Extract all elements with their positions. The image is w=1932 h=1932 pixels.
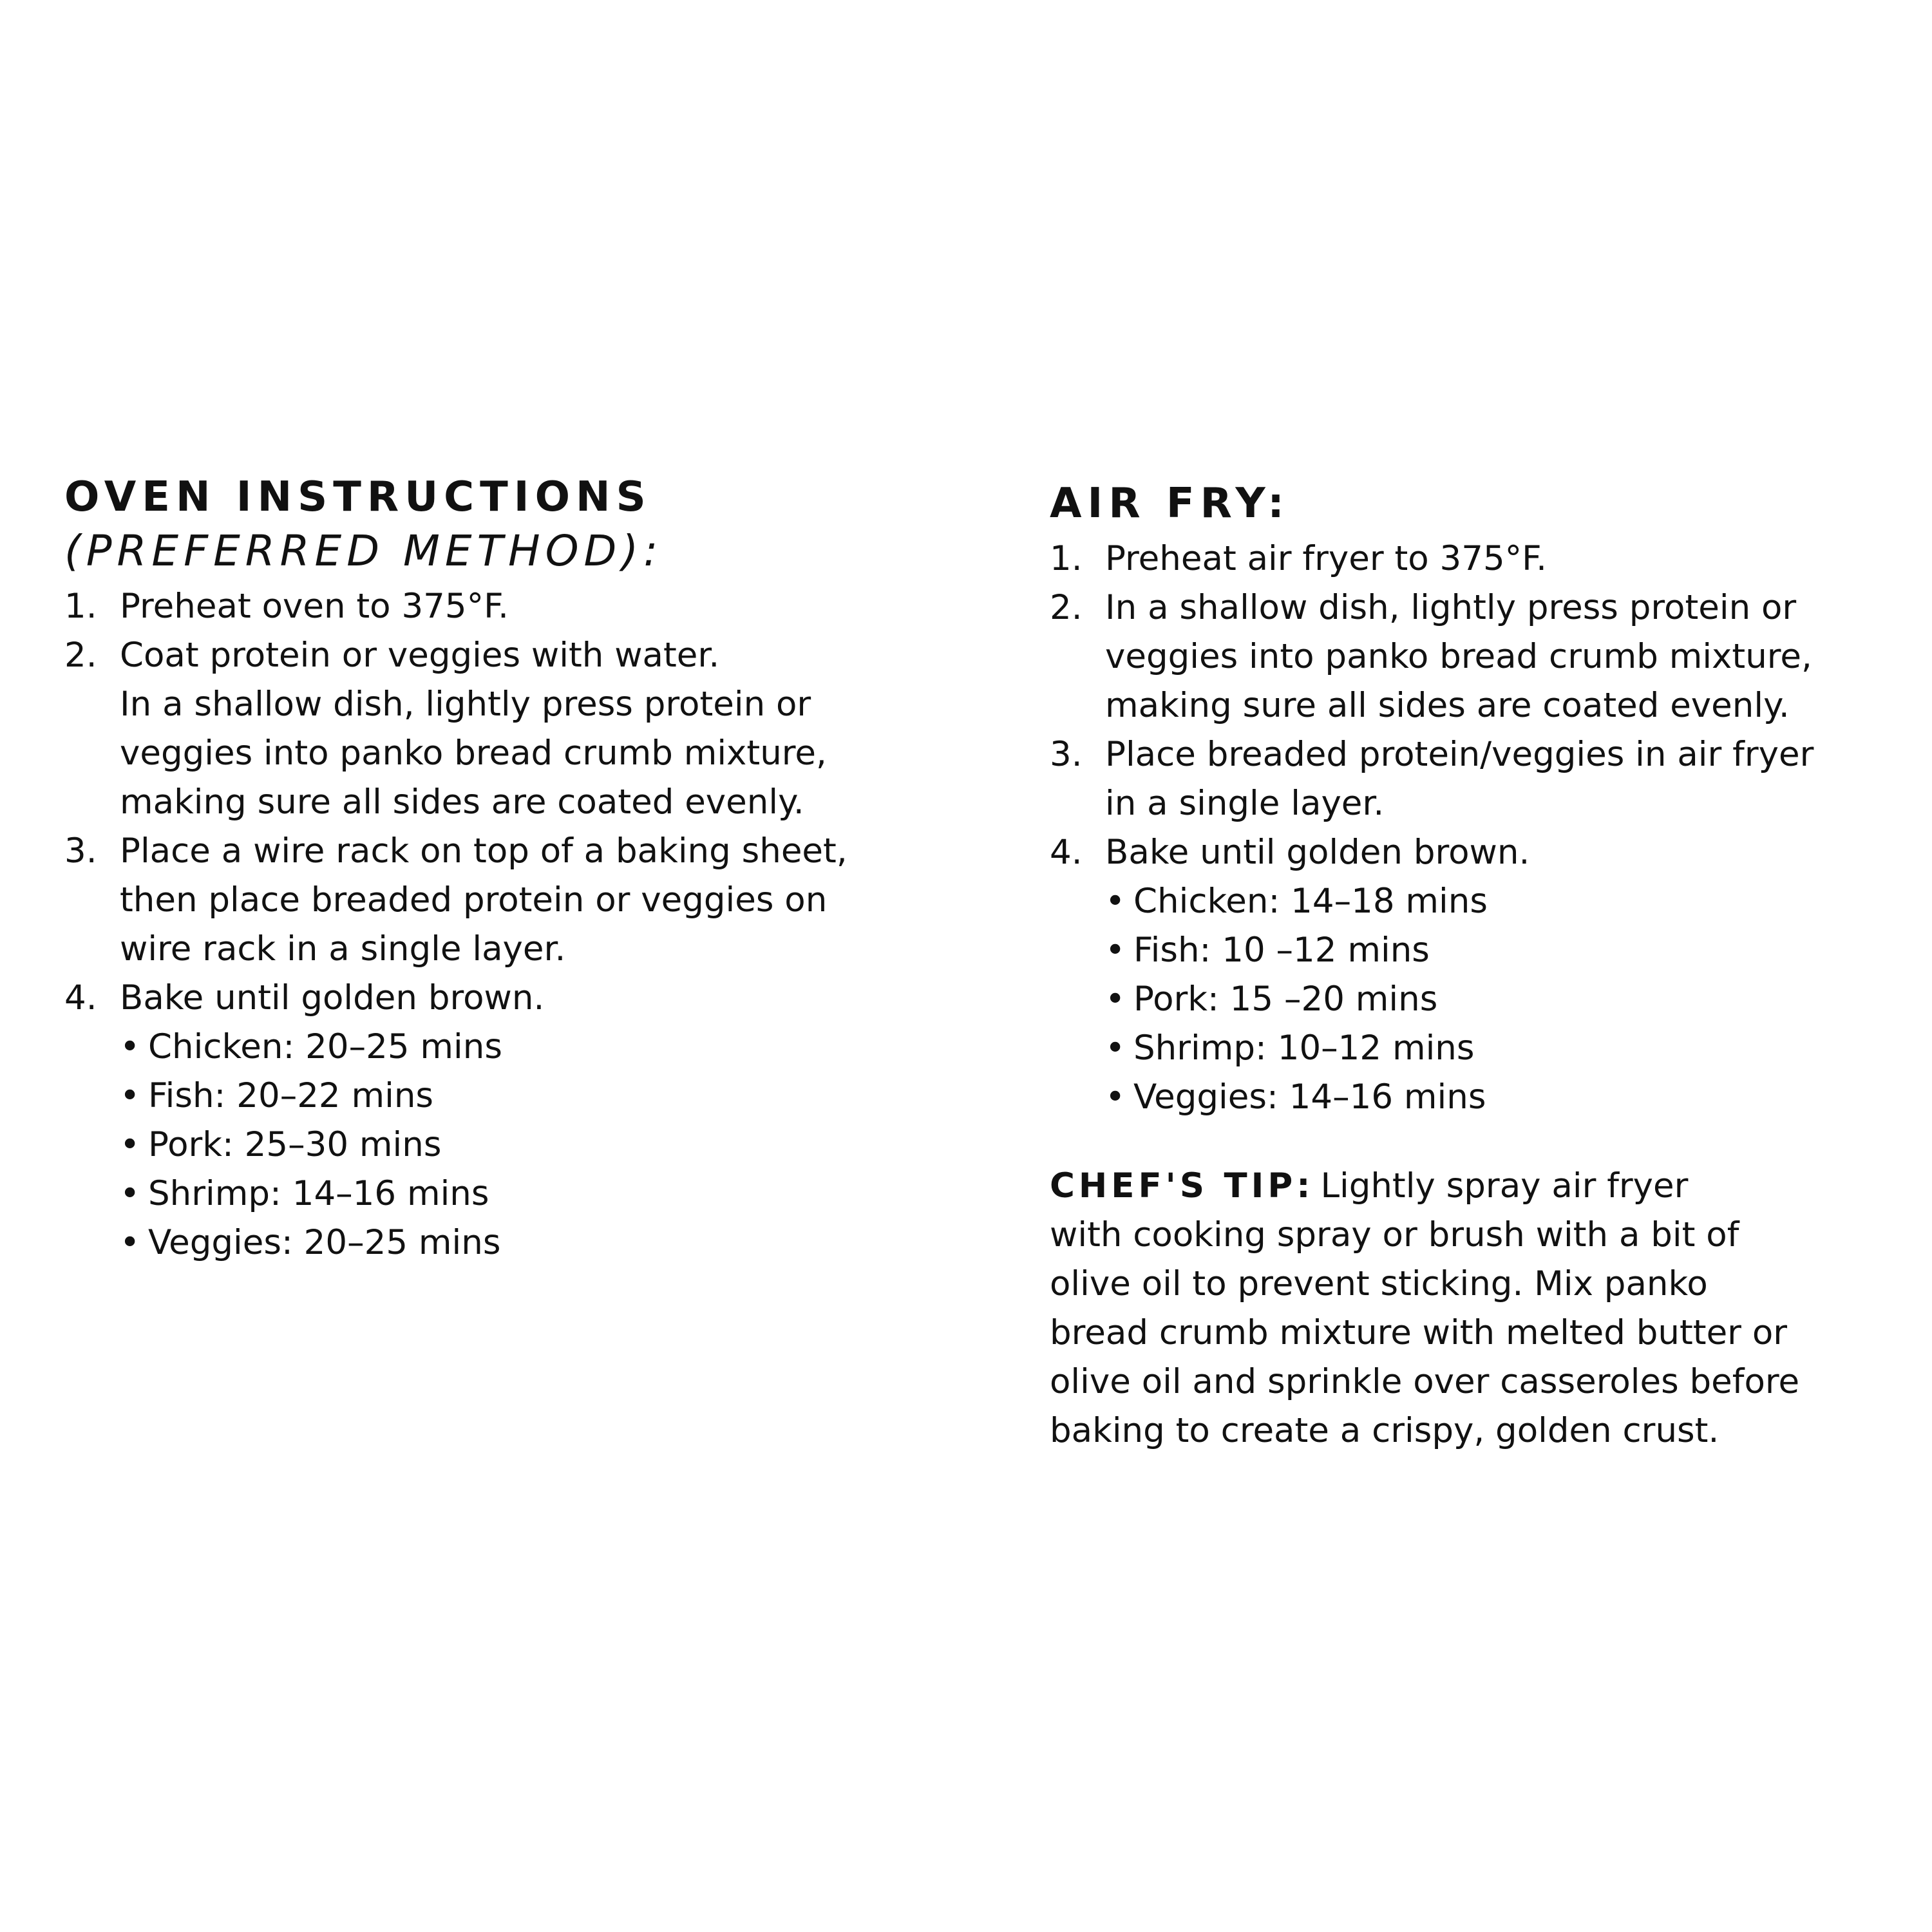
step-text: Bake until golden brown.: [1105, 833, 1530, 872]
step-number: 1.: [64, 587, 97, 626]
cook-time-item: [1105, 926, 1913, 975]
chefs-tip-text: with cooking spray or brush with a bit of: [1050, 1215, 1739, 1255]
cook-time-text: Shrimp: 10–12 mins: [1133, 1028, 1475, 1068]
step-text: Place breaded protein/veggies in air fryer: [1105, 735, 1814, 774]
oven-cook-times-list: [120, 1023, 966, 1267]
bullet-icon: •: [120, 1125, 140, 1164]
air-fry-step: [1050, 730, 1913, 828]
cook-time-text: Chicken: 14–18 mins: [1133, 882, 1488, 921]
step-number: 2.: [64, 636, 97, 675]
chefs-tip-text: baking to create a crispy, golden crust.: [1050, 1411, 1719, 1450]
step-text: wire rack in a single layer.: [120, 929, 566, 969]
air-fry-steps-list: [1050, 535, 1913, 1122]
step-text: Preheat air fryer to 375°F.: [1105, 539, 1547, 578]
oven-heading: OVEN INSTRUCTIONS: [64, 473, 652, 521]
cook-time-item: [120, 1121, 966, 1170]
cook-time-text: Shrimp: 14–16 mins: [148, 1174, 489, 1213]
step-text: then place breaded protein or veggies on: [120, 880, 828, 920]
bullet-icon: •: [1105, 1077, 1126, 1117]
chefs-tip-text: bread crumb mixture with melted butter or: [1050, 1313, 1788, 1352]
step-text: making sure all sides are coated evenly.: [120, 782, 804, 822]
cook-time-text: Chicken: 20–25 mins: [148, 1027, 502, 1066]
cook-time-text: Fish: 10 –12 mins: [1133, 931, 1430, 970]
step-number: 4.: [1050, 833, 1083, 872]
cook-time-item: [1105, 1073, 1913, 1122]
cook-time-item: [120, 1023, 966, 1072]
chefs-tip-text: Lightly spray air fryer: [1320, 1166, 1689, 1206]
step-number: 3.: [64, 831, 97, 871]
step-text: In a shallow dish, lightly press protein or: [1105, 588, 1797, 627]
cook-time-text: Pork: 25–30 mins: [148, 1125, 442, 1164]
cook-time-item: [120, 1218, 966, 1267]
step-text: Coat protein or veggies with water.: [120, 636, 720, 675]
oven-step: [64, 631, 966, 827]
step-number: 3.: [1050, 735, 1083, 774]
oven-step: [64, 974, 966, 1267]
cook-time-item: [1105, 1024, 1913, 1073]
chefs-tip: [1050, 1162, 1913, 1455]
bullet-icon: •: [1105, 882, 1126, 921]
oven-step: [64, 582, 966, 631]
chefs-tip-text: olive oil to prevent sticking. Mix panko: [1050, 1264, 1708, 1303]
oven-steps-list: [64, 582, 966, 1267]
cook-time-text: Fish: 20–22 mins: [148, 1076, 434, 1115]
cook-time-text: Veggies: 14–16 mins: [1133, 1077, 1486, 1117]
bullet-icon: •: [120, 1174, 140, 1213]
step-text: veggies into panko bread crumb mixture,: [1105, 637, 1812, 676]
chefs-tip-label: CHEF'S TIP:: [1050, 1166, 1314, 1206]
step-text: In a shallow dish, lightly press protein or: [120, 685, 811, 724]
bullet-icon: •: [120, 1223, 140, 1262]
chefs-tip-text: olive oil and sprinkle over casseroles before: [1050, 1362, 1800, 1401]
air-fry-cook-times-list: [1105, 877, 1913, 1122]
cook-time-item: [120, 1072, 966, 1121]
step-text: in a single layer.: [1105, 784, 1385, 823]
step-number: 4.: [64, 978, 97, 1018]
cook-time-item: [120, 1170, 966, 1218]
cook-time-text: Veggies: 20–25 mins: [148, 1223, 501, 1262]
cook-time-text: Pork: 15 –20 mins: [1133, 980, 1438, 1019]
air-fry-heading: AIR FRY:: [1050, 480, 1290, 527]
air-fry-section: [1050, 477, 1913, 1455]
oven-step: [64, 827, 966, 974]
step-text: Bake until golden brown.: [120, 978, 545, 1018]
cook-time-item: [1105, 877, 1913, 926]
air-fry-step: [1050, 828, 1913, 1122]
bullet-icon: •: [1105, 1028, 1126, 1068]
air-fry-step: [1050, 535, 1913, 583]
step-text: Preheat oven to 375°F.: [120, 587, 509, 626]
bullet-icon: •: [1105, 980, 1126, 1019]
cook-time-item: [1105, 975, 1913, 1024]
bullet-icon: •: [120, 1076, 140, 1115]
bullet-icon: •: [120, 1027, 140, 1066]
step-number: 1.: [1050, 539, 1083, 578]
step-text: Place a wire rack on top of a baking sheet,: [120, 831, 848, 871]
oven-subheading: (PREFERRED METHOD):: [64, 526, 663, 576]
bullet-icon: •: [1105, 931, 1126, 970]
step-text: veggies into panko bread crumb mixture,: [120, 734, 827, 773]
air-fry-step: [1050, 583, 1913, 730]
oven-instructions-section: [64, 470, 966, 1267]
step-text: making sure all sides are coated evenly.: [1105, 686, 1790, 725]
step-number: 2.: [1050, 588, 1083, 627]
